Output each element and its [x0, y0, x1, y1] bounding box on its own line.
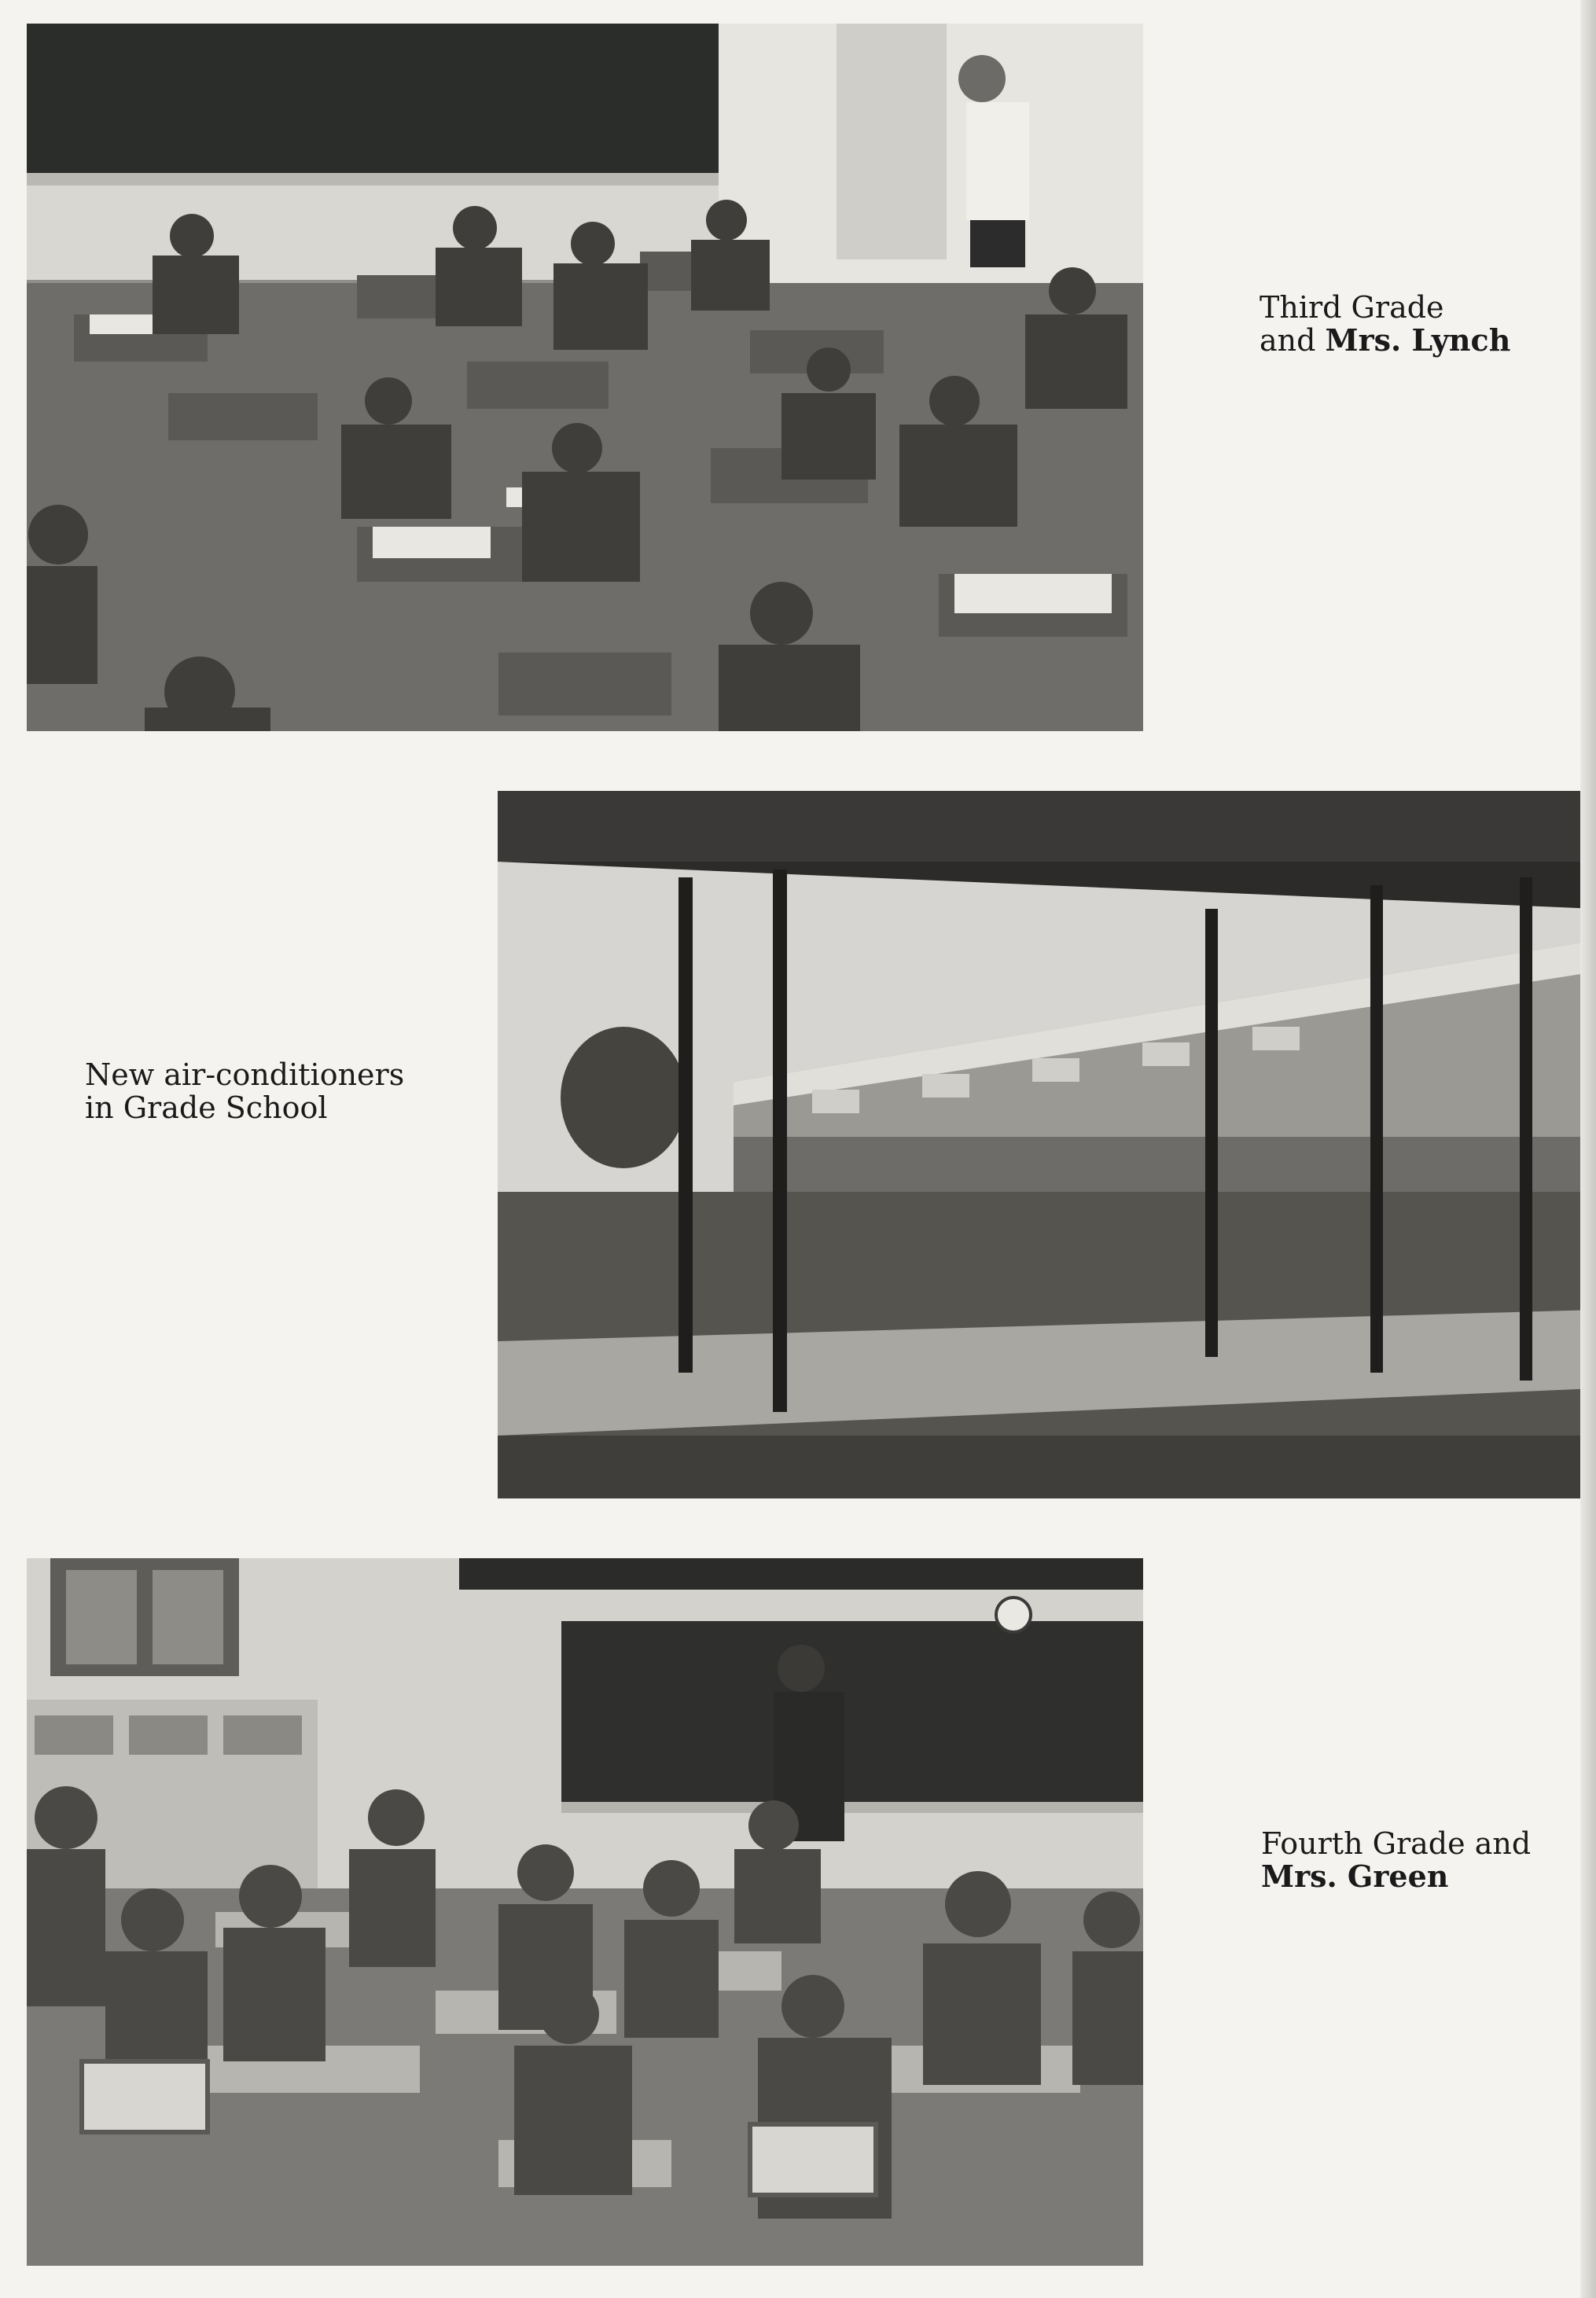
third-grade-caption-line2	[1260, 324, 1510, 357]
third-grade-caption	[1260, 291, 1510, 357]
third-grade-classroom-photo	[27, 24, 1143, 731]
page-edge-shadow	[1580, 0, 1596, 2298]
fourth-grade-classroom-photo	[27, 1558, 1143, 2266]
air-conditioners-caption	[85, 1058, 404, 1124]
third-grade-teacher-name: Mrs. Lynch	[1325, 322, 1511, 358]
fourth-grade-caption-line2	[1261, 1860, 1531, 1893]
fourth-grade-caption-line1: Fourth Grade and	[1261, 1826, 1532, 1861]
third-grade-classroom-image	[27, 24, 1143, 731]
third-grade-caption-prefix: and	[1260, 323, 1326, 358]
air-conditioners-caption-line2: in Grade School	[85, 1090, 328, 1125]
fourth-grade-teacher-name: Mrs. Green	[1261, 1859, 1449, 1894]
third-grade-caption-line1: Third Grade	[1260, 290, 1444, 325]
fourth-grade-classroom-image	[27, 1558, 1143, 2266]
grade-school-exterior-photo	[498, 791, 1596, 1498]
air-conditioners-caption-line1: New air-conditioners	[85, 1057, 405, 1092]
fourth-grade-caption	[1261, 1827, 1531, 1893]
grade-school-exterior-image	[498, 791, 1596, 1498]
